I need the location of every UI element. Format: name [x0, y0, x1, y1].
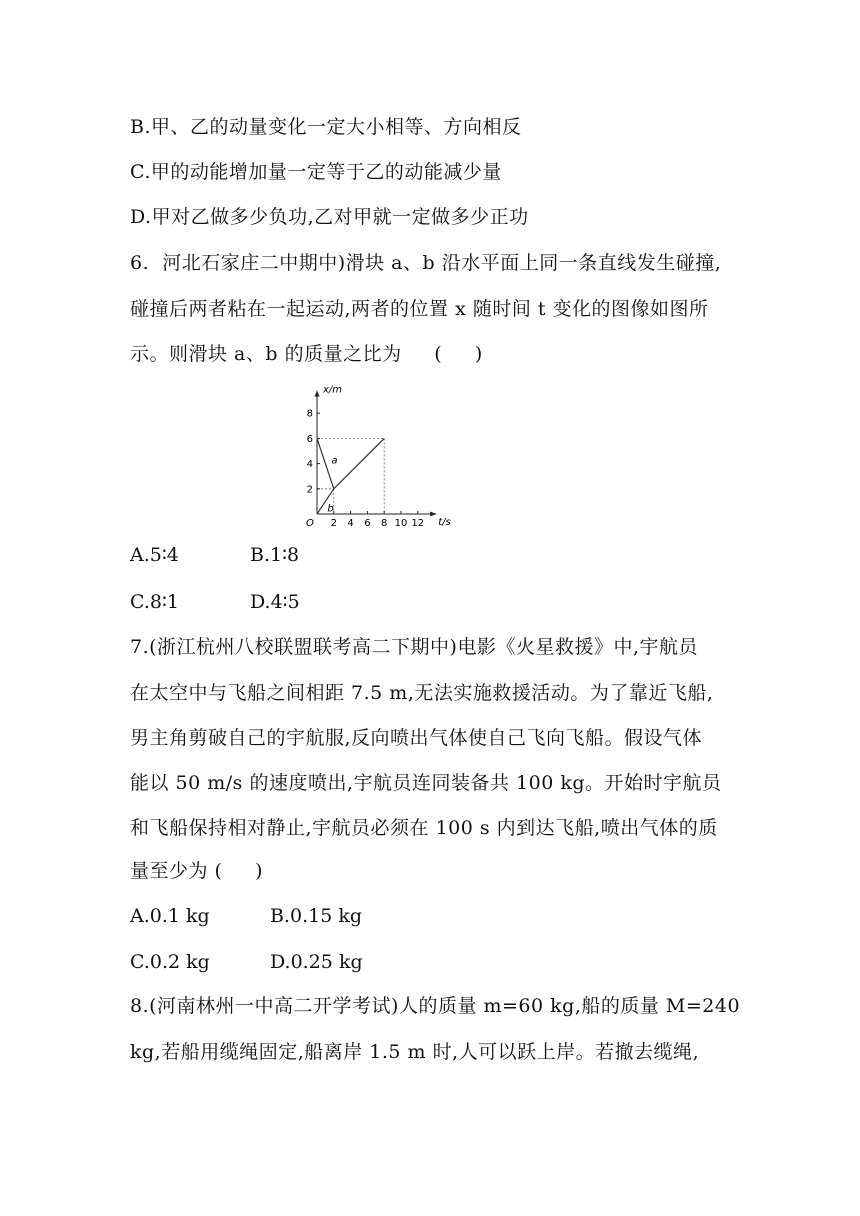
q7-option-c[interactable]: C.0.2 kg [130, 951, 210, 973]
y-axis-label: x/m [323, 384, 343, 396]
y-tick-label: 4 [306, 459, 313, 471]
q6-option-d[interactable]: D.4∶5 [250, 591, 300, 613]
position-time-chart [300, 376, 560, 531]
q5-option-c: C.甲的动能增加量一定等于乙的动能减少量 [130, 161, 502, 183]
x-tick-label: 8 [381, 518, 388, 529]
q5-option-b: B.甲、乙的动量变化一定大小相等、方向相反 [130, 116, 522, 138]
q7-text-line-1: 7.(浙江杭州八校联盟联考高二下期中)电影《火星救援》中,宇航员 [130, 636, 698, 658]
series-a-label: a [331, 455, 338, 467]
x-tick-label: 10 [394, 518, 408, 529]
x-axis-label: t/s [438, 517, 451, 528]
series-b-label: b [327, 503, 334, 515]
q6-text-line-2: 碰撞后两者粘在一起运动,两者的位置 x 随时间 t 变化的图像如图所 [130, 298, 709, 320]
q7-option-a[interactable]: A.0.1 kg [130, 905, 210, 927]
q7-option-d[interactable]: D.0.25 kg [270, 951, 363, 973]
q6-text-line-3: 示。则滑块 a、b 的质量之比为 ( ) [130, 343, 483, 365]
y-tick-label: 8 [306, 408, 313, 420]
q7-text-line-6: 量至少为 ( ) [130, 860, 264, 882]
q7-option-b[interactable]: B.0.15 kg [270, 905, 363, 927]
q7-text-line-4: 能以 50 m/s 的速度喷出,宇航员连同装备共 100 kg。开始时宇航员 [130, 772, 722, 794]
q7-text-line-3: 男主角剪破自己的宇航服,反向喷出气体使自己飞向飞船。假设气体 [130, 727, 703, 749]
y-tick-label: 2 [306, 484, 313, 496]
x-axis-arrow-icon [430, 512, 436, 517]
q6-option-a[interactable]: A.5∶4 [130, 544, 179, 566]
x-tick-label: 2 [330, 518, 337, 529]
q6-option-b[interactable]: B.1∶8 [250, 544, 300, 566]
y-axis-arrow-icon [315, 391, 320, 397]
q8-text-line-2: kg,若船用缆绳固定,船离岸 1.5 m 时,人可以跃上岸。若撤去缆绳, [130, 1041, 700, 1063]
q5-option-d: D.甲对乙做多少负功,乙对甲就一定做多少正功 [130, 206, 529, 228]
x-tick-label: 12 [411, 518, 425, 529]
q7-text-line-2: 在太空中与飞船之间相距 7.5 m,无法实施救援活动。为了靠近飞船, [130, 682, 714, 704]
q7-text-line-5: 和飞船保持相对静止,宇航员必须在 100 s 内到达飞船,喷出气体的质 [130, 817, 718, 839]
q6-option-c[interactable]: C.8∶1 [130, 591, 180, 613]
x-tick-label: 6 [364, 518, 371, 529]
q6-text-line-1: 6. 河北石家庄二中期中)滑块 a、b 沿水平面上同一条直线发生碰撞, [130, 252, 722, 274]
origin-label: O [306, 518, 314, 529]
chart-series [317, 438, 384, 514]
q8-text-line-1: 8.(河南林州一中高二开学考试)人的质量 m=60 kg,船的质量 M=240 [130, 995, 741, 1017]
combined-line [334, 438, 384, 488]
chart-ticks [307, 409, 425, 529]
y-tick-label: 6 [306, 433, 313, 445]
x-tick-label: 4 [347, 518, 354, 529]
